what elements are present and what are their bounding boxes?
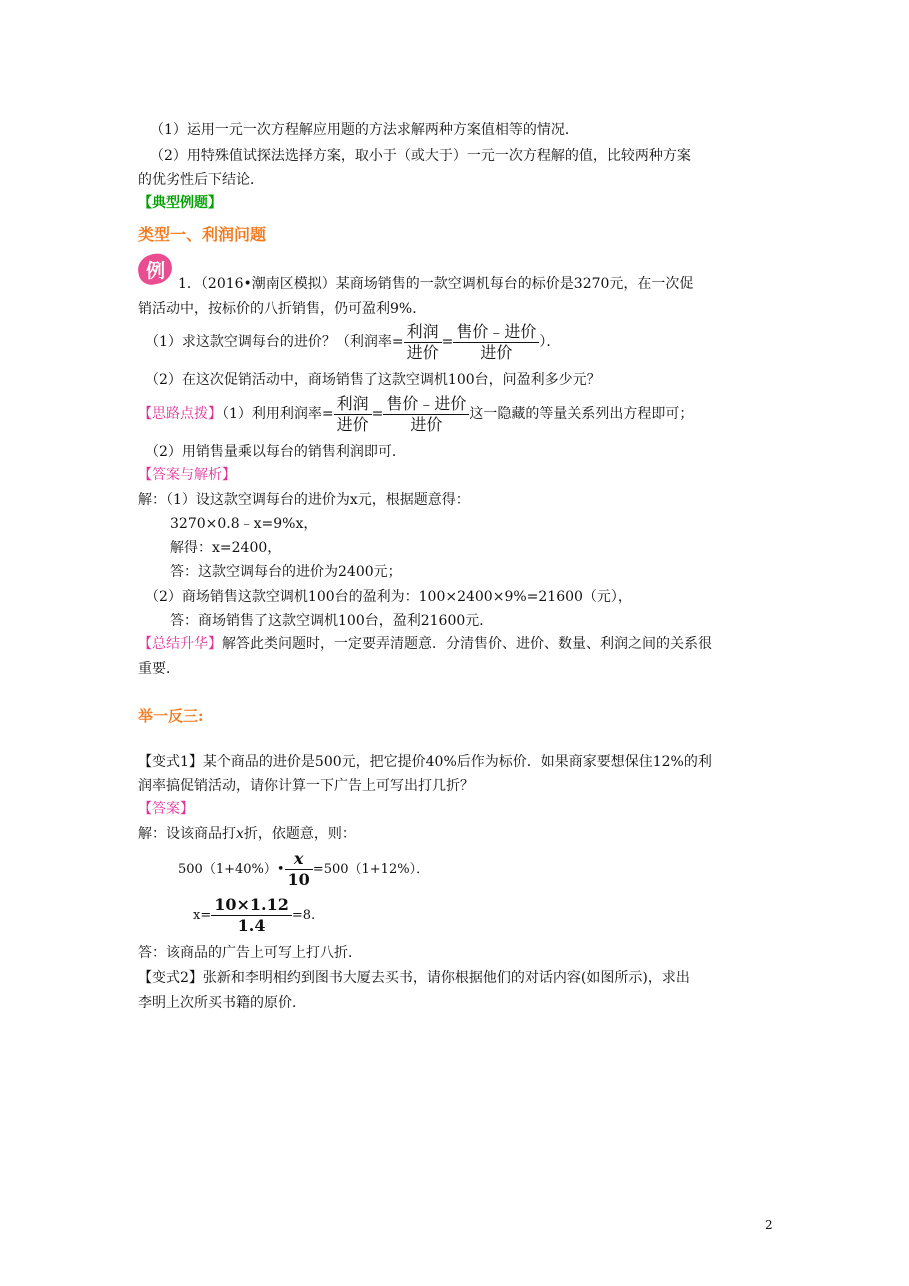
equation-1 xyxy=(178,848,429,892)
example1-line-2: 销活动中，按标价的八折销售，仍可盈利9%． xyxy=(138,301,427,317)
example-badge xyxy=(135,251,174,287)
hint-suffix: 这一隐藏的等量关系列出方程即可； xyxy=(469,406,694,422)
answer-analysis-label: 【答案与解析】 xyxy=(138,467,236,483)
fraction-num: 利润 xyxy=(334,394,372,415)
v1s1-pre: 解：设该商品打 xyxy=(138,826,236,842)
fraction-x-10 xyxy=(285,849,313,890)
variant2-line-2: 李明上次所买书籍的原价． xyxy=(138,995,306,1011)
typical-examples-heading: 【典型例题】 xyxy=(138,195,222,211)
question1-suffix: ）． xyxy=(539,334,561,350)
summary-line-1 xyxy=(138,634,712,654)
fraction-profit-rate-1 xyxy=(404,322,442,363)
question1: （1）求这款空调每台的进价？（利润率= $\frac{\text{利润}}{\text{进价}}$ = $\frac{\text{售价﹣进价}}{\text{进价}}$ ）． xyxy=(145,321,561,362)
fraction-den: 10 xyxy=(287,870,310,889)
question1-prefix: （1）求这款空调每台的进价？（利润率= xyxy=(145,334,404,350)
variant1-answer: 答：该商品的广告上可写上打八折． xyxy=(138,945,362,961)
v1s1-var: x xyxy=(236,826,244,842)
variant1-solution-1 xyxy=(138,824,356,844)
fraction-sale-cost-1 xyxy=(453,322,539,363)
equation-2 xyxy=(193,894,315,938)
fraction-profit-rate-2 xyxy=(334,394,372,435)
fraction-num: 售价﹣进价 xyxy=(453,322,539,343)
method-line-1: （1）运用一元一次方程解应用题的方法求解两种方案值相等的情况． xyxy=(150,122,579,138)
solution-line-3: 解得：x=2400， xyxy=(170,540,282,556)
fraction-sale-cost-2 xyxy=(383,394,469,435)
fraction-num: 10×1.12 xyxy=(211,895,292,916)
question2: （2）在这次促销活动中，商场销售了这款空调机100台，问盈利多少元？ xyxy=(145,372,601,388)
solution-line-6: 答：商场销售了这款空调机100台，盈利21600元． xyxy=(170,613,494,629)
practice-heading: 举一反三: xyxy=(138,707,204,725)
example-badge-text: 例 xyxy=(146,259,166,282)
summary-line-2: 重要． xyxy=(138,661,180,677)
fraction-den: 进价 xyxy=(480,342,513,362)
variant2-line-1: 【变式2】张新和李明相约到图书大厦去买书，请你根据他们的对话内容(如图所示)，求出 xyxy=(138,970,690,986)
hint-line: 【思路点拨】（1）利用利润率= $\frac{\text{利润}}{\text{进价}}$ = $\frac{\text{售价﹣进价}}{\text{进价}}$ 这一隐藏的等量关系列出方程即可； xyxy=(138,393,694,434)
method-line-3: 的优劣性后下结论． xyxy=(138,172,264,188)
fraction-den: 1.4 xyxy=(237,916,266,935)
solution-line-5: （2）商场销售这款空调机100台的盈利为：100×2400×9%=21600（元）， xyxy=(145,589,632,605)
fraction-den: 进价 xyxy=(336,414,369,434)
solution-line-2: 3270×0.8﹣x=9%x， xyxy=(170,516,318,532)
variant1-line-2: 润率搞促销活动，请你计算一下广告上可写出打几折？ xyxy=(138,778,474,794)
eq1-prefix: 500（1+40%）• xyxy=(178,862,285,877)
eq2-suffix: =8. xyxy=(291,908,316,923)
hint-prefix: （1）利用利润率= xyxy=(222,406,334,422)
eq2-prefix: x= xyxy=(193,908,212,923)
type1-heading: 类型一、利润问题 xyxy=(138,225,267,244)
fraction-num: 利润 xyxy=(404,322,442,343)
solution-line-1: 解：（1）设这款空调每台的进价为x元，根据题意得： xyxy=(138,492,470,508)
answer-label: 【答案】 xyxy=(138,801,194,817)
fraction-den: 进价 xyxy=(410,414,443,434)
method-line-2: （2）用特殊值试探法选择方案，取小于（或大于）一元一次方程解的值，比较两种方案 xyxy=(150,148,691,164)
fraction-num: 售价﹣进价 xyxy=(383,394,469,415)
fraction-den: 进价 xyxy=(406,342,439,362)
hint-line-2: （2）用销售量乘以每台的销售利润即可． xyxy=(145,444,406,460)
summary-label: 【总结升华】 xyxy=(138,636,222,652)
example1-line-1: 1．（2016•潮南区模拟）某商场销售的一款空调机每台的标价是3270元，在一次促 xyxy=(178,276,694,292)
page-number: 2 xyxy=(765,1218,773,1232)
solution-line-4: 答：这款空调每台的进价为2400元； xyxy=(170,564,402,580)
v1s1-post: 折，依题意，则： xyxy=(243,826,356,842)
hint-label: 【思路点拨】 xyxy=(138,406,222,422)
fraction-result xyxy=(211,895,292,936)
summary-text: 解答此类问题时，一定要弄清题意．分清售价、进价、数量、利润之间的关系很 xyxy=(222,636,712,652)
eq1-suffix: =500（1+12%）． xyxy=(312,862,430,877)
fraction-num: x xyxy=(285,849,313,870)
variant1-line-1: 【变式1】某个商品的进价是500元，把它提价40%后作为标价．如果商家要想保住12%的利 xyxy=(138,754,712,770)
